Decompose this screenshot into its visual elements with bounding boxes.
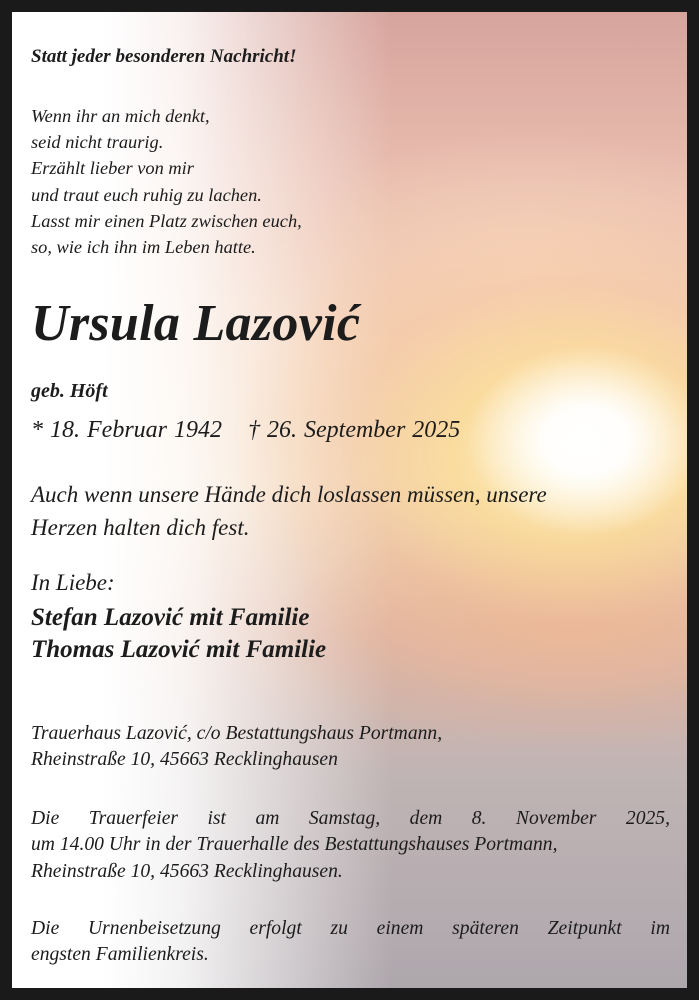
quote-line: Herzen halten dich fest. bbox=[31, 515, 250, 540]
life-dates bbox=[31, 417, 460, 444]
poem-line: so, wie ich ihn im Leben hatte. bbox=[31, 236, 256, 257]
address-line: Trauerhaus Lazović, c/o Bestattungshaus Portmann, bbox=[31, 723, 443, 744]
deceased-name: Ursula Lazović bbox=[31, 295, 361, 352]
death-date: † 26. September 2025 bbox=[248, 417, 461, 443]
service-line: um 14.00 Uhr in der Trauerhalle des Bestattungshauses Portmann, bbox=[31, 834, 558, 856]
farewell-quote bbox=[31, 478, 547, 544]
poem-line: Lasst mir einen Platz zwischen euch, bbox=[31, 210, 302, 231]
urn-line: engsten Familienkreis. bbox=[31, 944, 209, 966]
poem-line: seid nicht traurig. bbox=[31, 132, 164, 153]
mourners-list bbox=[31, 602, 326, 666]
address-line: Rheinstraße 10, 45663 Recklinghausen bbox=[31, 749, 338, 771]
funeral-service-info bbox=[31, 806, 670, 885]
poem bbox=[31, 103, 302, 260]
urn-burial-info bbox=[31, 916, 670, 969]
mourning-address bbox=[31, 721, 442, 774]
urn-line: Die Urnenbeisetzung erfolgt zu einem späteren Zeitpunkt im bbox=[31, 918, 670, 939]
poem-line: und traut euch ruhig zu lachen. bbox=[31, 184, 262, 205]
notice-heading: Statt jeder besonderen Nachricht! bbox=[31, 46, 297, 67]
poem-line: Erzählt lieber von mir bbox=[31, 158, 194, 179]
mourners-label: In Liebe: bbox=[31, 570, 115, 595]
poem-line: Wenn ihr an mich denkt, bbox=[31, 106, 210, 126]
mourner-name: Thomas Lazović mit Familie bbox=[31, 636, 327, 663]
mourner-name: Stefan Lazović mit Familie bbox=[31, 604, 310, 631]
service-line: Rheinstraße 10, 45663 Recklinghausen. bbox=[31, 860, 343, 882]
service-line: Die Trauerfeier ist am Samstag, dem 8. November 2025, bbox=[31, 808, 670, 829]
quote-line: Auch wenn unsere Hände dich loslassen müssen, unsere bbox=[31, 482, 547, 507]
birth-date: * 18. Februar 1942 bbox=[31, 417, 222, 443]
birth-name: geb. Höft bbox=[31, 380, 108, 402]
